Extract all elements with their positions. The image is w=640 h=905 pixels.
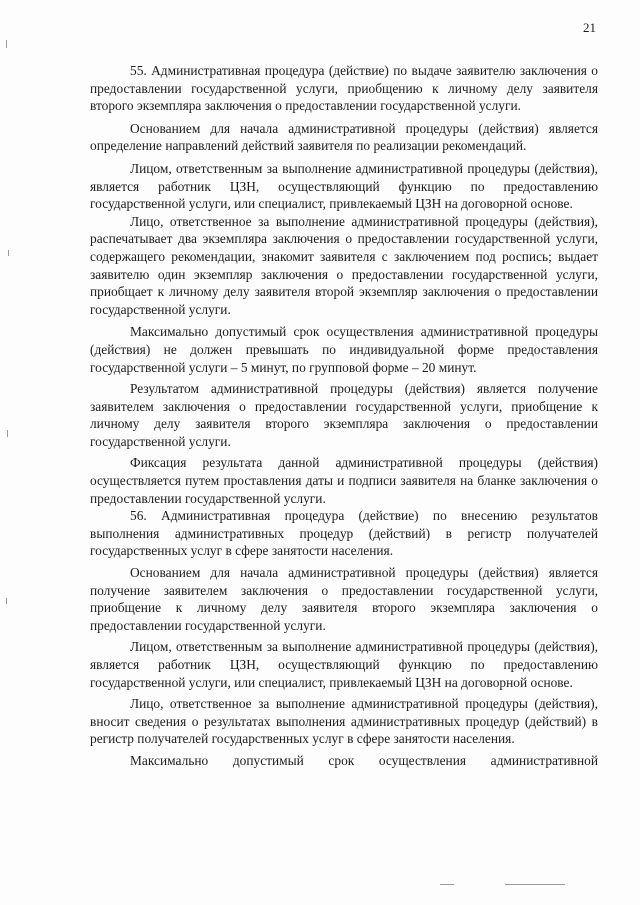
paragraph: Лицом, ответственным за выполнение административной процедуры (действия), является работник ЦЗН, осуществляющий функцию по предоставлению государственной услуги, или специалист, привлекаемый ЦЗН на договорной основе. [90,160,598,212]
scan-margin-mark [505,884,565,885]
scan-margin-mark [6,598,7,604]
paragraph: Основанием для начала административной процедуры (действия) является получение заявителем заключения о предоставлении государственной услуги, приобщение к личному делу заявителя второго экземпляра заключения о предоставлении государственной услуги. [90,565,598,633]
paragraph: Результатом административной процедуры (действия) является получение заявителем заключения о предоставлении государственной услуги, приобщение к личному делу заявителя второго экземпляра заключения о предоставлении государственной услуги. [90,381,598,449]
paragraph: 55. Административная процедура (действие) по выдаче заявителю заключения о предоставлении государственной услуги, приобщению к личному делу заявителя второго экземпляра заключения о предоставлении государственной услуги. [90,63,598,114]
scan-margin-mark [7,430,8,437]
scan-margin-mark [6,40,7,48]
paragraph: Максимально допустимый срок осуществления административной процедуры (действия) не должен превышать по индивидуальной форме предоставления государственной услуги – 5 минут, по групповой форме – 20 минут. [90,324,598,375]
paragraph: Лицом, ответственным за выполнение административной процедуры (действия), является работник ЦЗН, осуществляющий функцию по предоставлению государственной услуги, или специалист, привлекаемый ЦЗН на договорной основе. [90,639,598,690]
paragraph: Максимально допустимый срок осуществления административной [130,752,598,768]
paragraph: Основанием для начала административной процедуры (действия) является определение направлений действий заявителя по реализации рекомендаций. [90,120,598,154]
paragraph: 56. Административная процедура (действие) по внесению результатов выполнения административных процедур (действий) в регистр получателей государственных услуг в сфере занятости населения. [90,508,598,559]
paragraph: Фиксация результата данной административной процедуры (действия) осуществляется путем проставления даты и подписи заявителя на бланке заключения о предоставлении государственной услуги. [90,455,598,506]
paragraph: Лицо, ответственное за выполнение административной процедуры (действия), распечатывает два экземпляра заключения о предоставлении государственной услуги, содержащего рекомендации, знакомит заявителя с заключением под роспись; выдает заявителю один экземпляр заключения о предоставлении государственной услуги, приобщает к личному делу заявителя второй экземпляр заключения о предоставлении государственной услуги. [90,213,598,317]
scan-margin-mark [440,884,454,885]
page-number: 21 [583,20,596,35]
document-body [90,62,598,770]
paragraph: Лицо, ответственное за выполнение административной процедуры (действия), вносит сведения о результатах выполнения административных процедур (действий) в регистр получателей государственных услуг в сфере занятости населения. [90,696,598,747]
scan-margin-mark [8,250,9,256]
